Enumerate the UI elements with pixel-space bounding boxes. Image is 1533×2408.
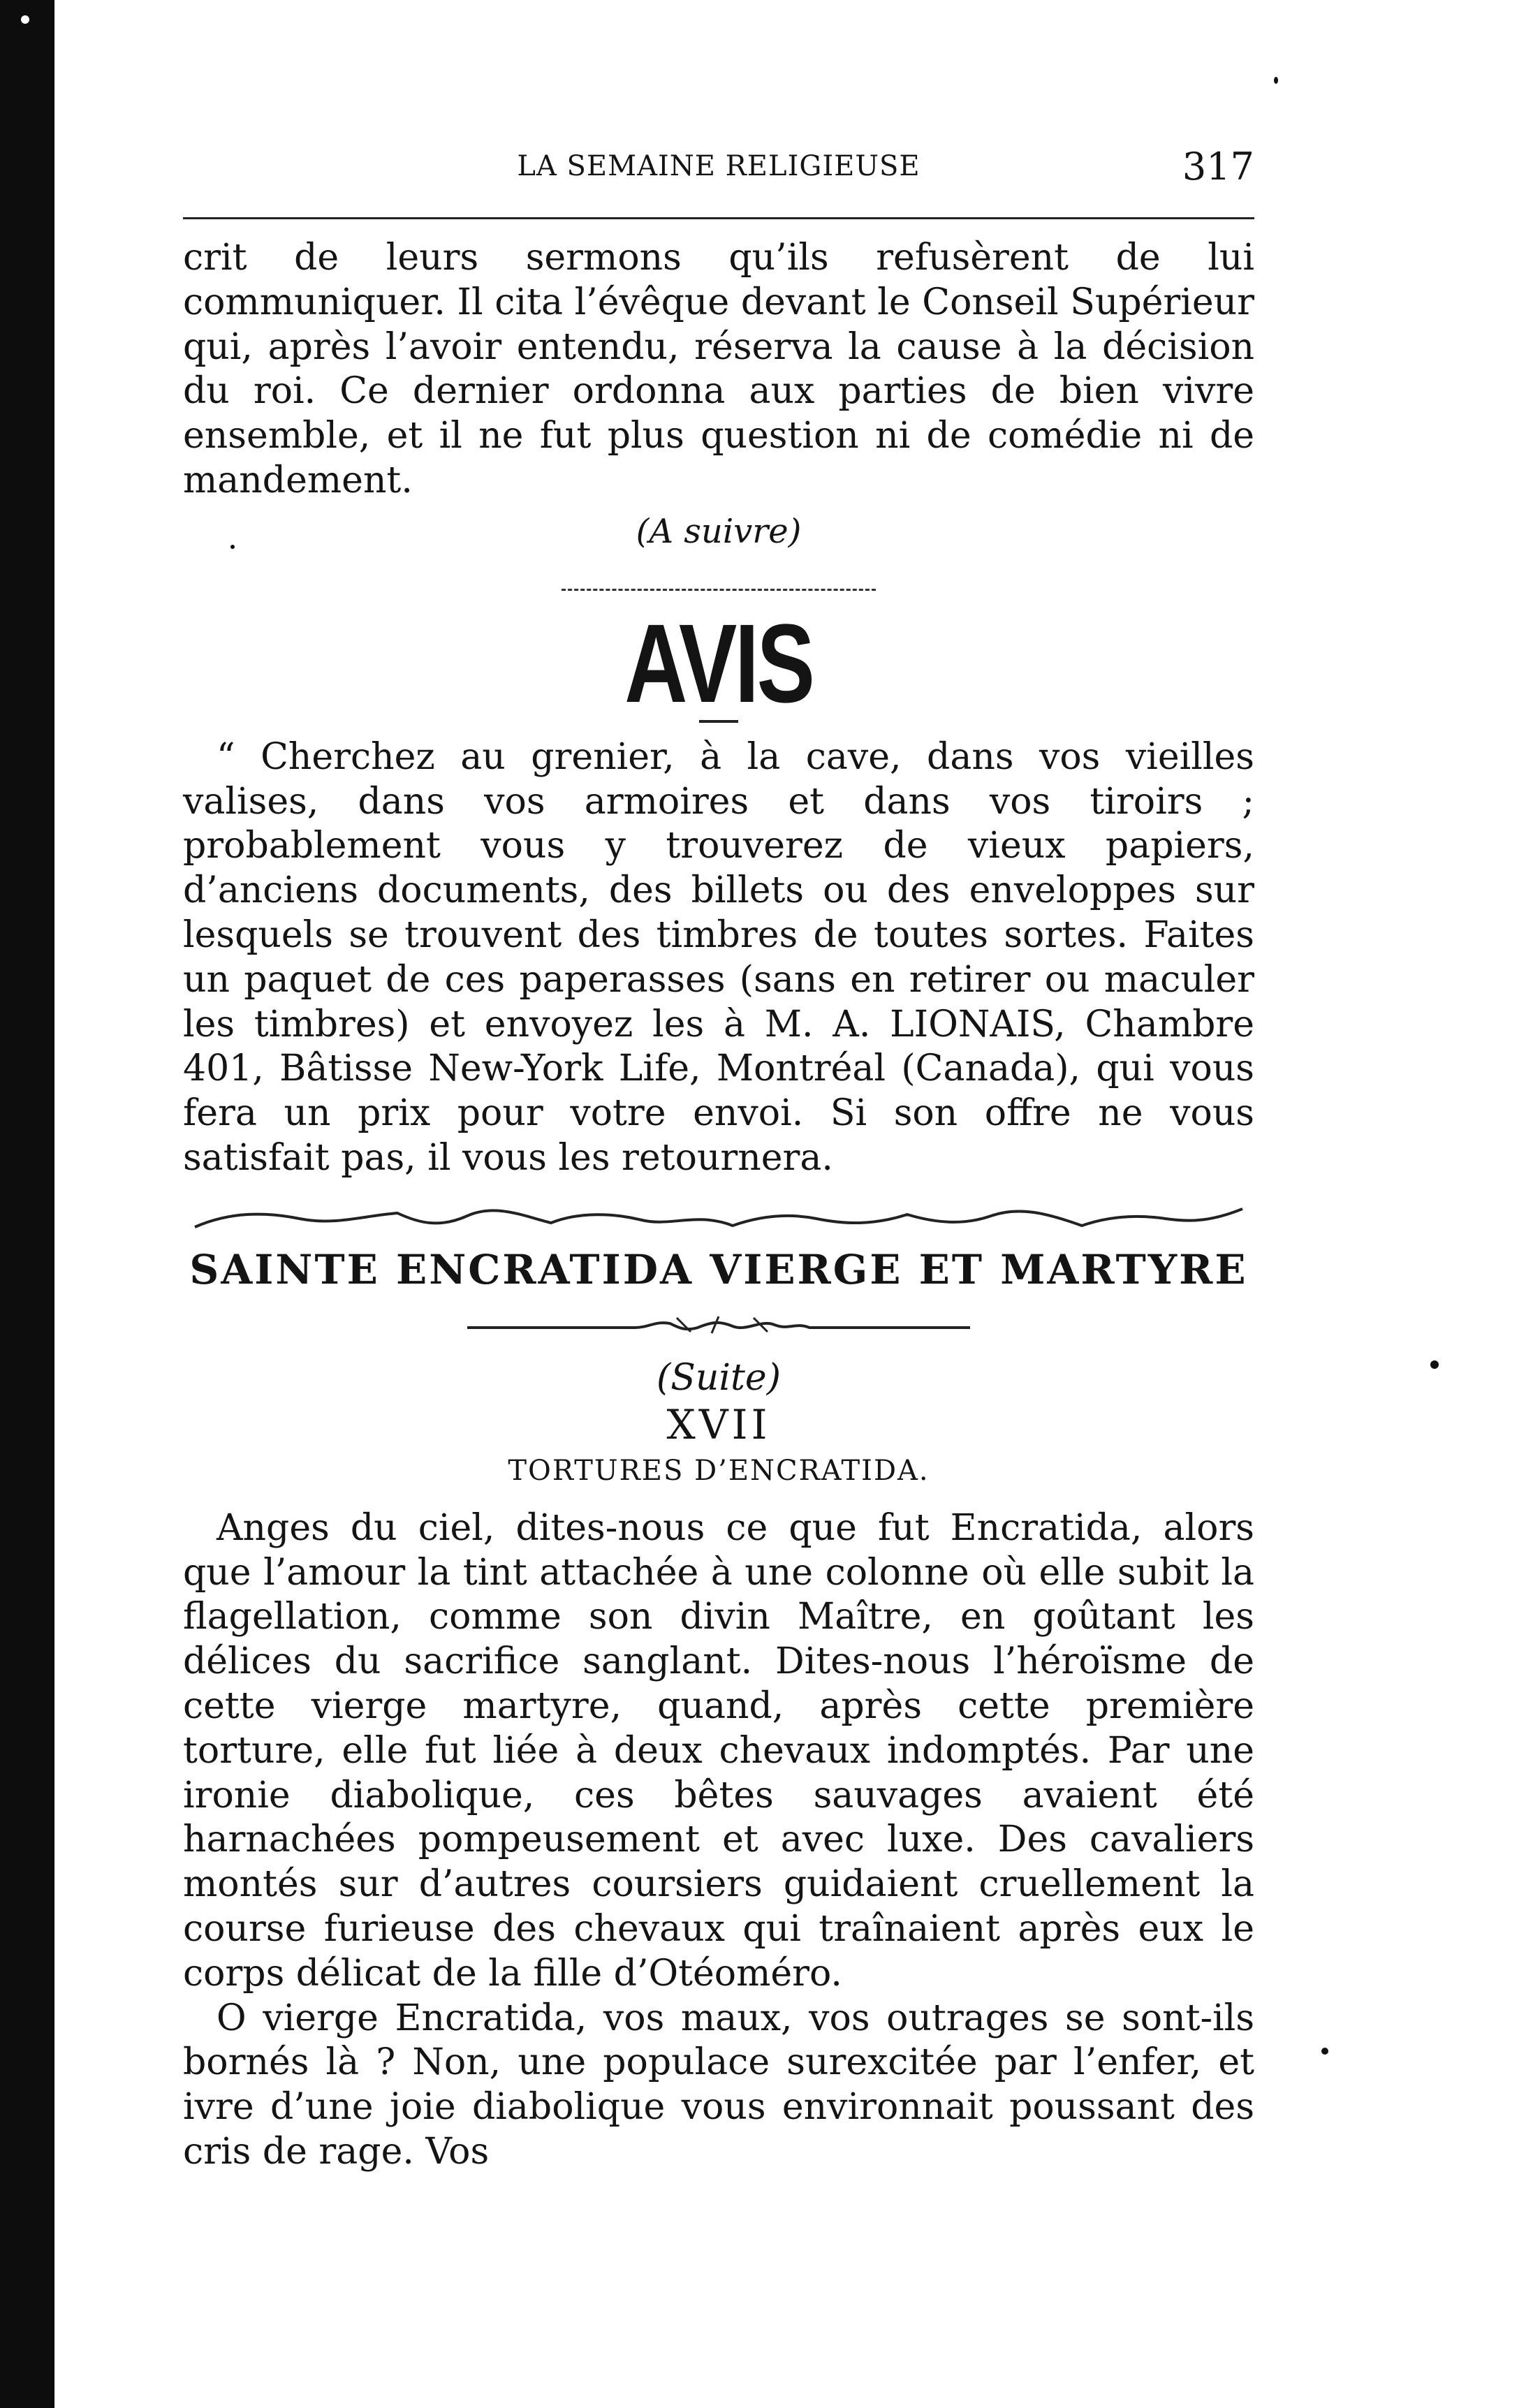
- chapter-title: TORTURES D’ENCRATIDA.: [508, 1454, 930, 1487]
- page-content: [183, 145, 1254, 2175]
- ink-speck: [1274, 77, 1278, 84]
- notice-title: AVIS: [624, 600, 813, 726]
- ink-speck: [230, 545, 235, 549]
- ink-speck: [1430, 1360, 1439, 1369]
- article-paragraph: O vierge Encratida, vos maux, vos outrages se sont-ils bornés là ? Non, une populace surexcitée par l’enfer, et ivre d’une joie diabolique vous environnait poussant des cris de rage. Vos: [183, 1997, 1254, 2173]
- ink-speck: [1321, 2048, 1328, 2055]
- notice-text: “ Cherchez au grenier, à la cave, dans vos vieilles valises, dans vos armoires et dans vos tiroirs ; probablement vous y trouverez de vieux papiers, d’anciens documents, des billets ou des enveloppes sur lesquels se trouvent des timbres de toutes sortes. Faites un paquet de ces paperasses (sans en retirer ou maculer les timbres) et envoyez les à M. A. LIONAIS, Chambre 401, Bâtisse New-York Life, Montréal (Canada), qui vous fera un prix pour votre envoi. Si son offre ne vous satisfait pas, il vous les retournera.: [183, 735, 1254, 1179]
- section-separator: [183, 576, 1254, 604]
- wavy-ornament-divider: [188, 1198, 1249, 1240]
- page-header: [183, 145, 1254, 205]
- article-title: SAINTE ENCRATIDA VIERGE ET MARTYRE: [189, 1245, 1248, 1293]
- binding-hole: [21, 15, 29, 24]
- chapter-number: XVII: [666, 1400, 771, 1448]
- continued-note: (A suivre): [636, 511, 802, 551]
- running-title: LA SEMAINE RELIGIEUSE: [517, 150, 920, 182]
- book-spine-edge: [0, 0, 54, 2408]
- dashed-rule: [562, 589, 876, 591]
- opening-paragraph: crit de leurs sermons qu’ils refusèrent de lui communiquer. Il cita l’évêque devant le Conseil Supérieur qui, après l’avoir entendu, réserva la cause à la décision du roi. Ce dernier ordonna aux parties de bien vivre ensemble, et il ne fut plus question ni de comédie ni de mandement.: [183, 237, 1254, 501]
- suite-label: (Suite): [657, 1356, 781, 1399]
- page-number: 317: [1182, 145, 1254, 189]
- article-paragraph: Anges du ciel, dites-nous ce que fut Encratida, alors que l’amour la tint attachée à une colonne où elle subit la flagellation, comme son divin Maître, en goûtant les délices du sacrifice sanglant. Dites-nous l’héroïsme de cette vierge martyre, quand, après cette première torture, elle fut liée à deux chevaux indomptés. Par une ironie diabolique, ces bêtes sauvages avaient été harnachées pompeusement et avec luxe. Des cavaliers montés sur d’autres coursiers guidaient cruellement la course furieuse des chevaux qui traînaient après eux le corps délicat de la fille d’Otéoméro.: [183, 1506, 1254, 1995]
- header-rule: [183, 217, 1254, 219]
- scroll-ornament: [467, 1311, 970, 1339]
